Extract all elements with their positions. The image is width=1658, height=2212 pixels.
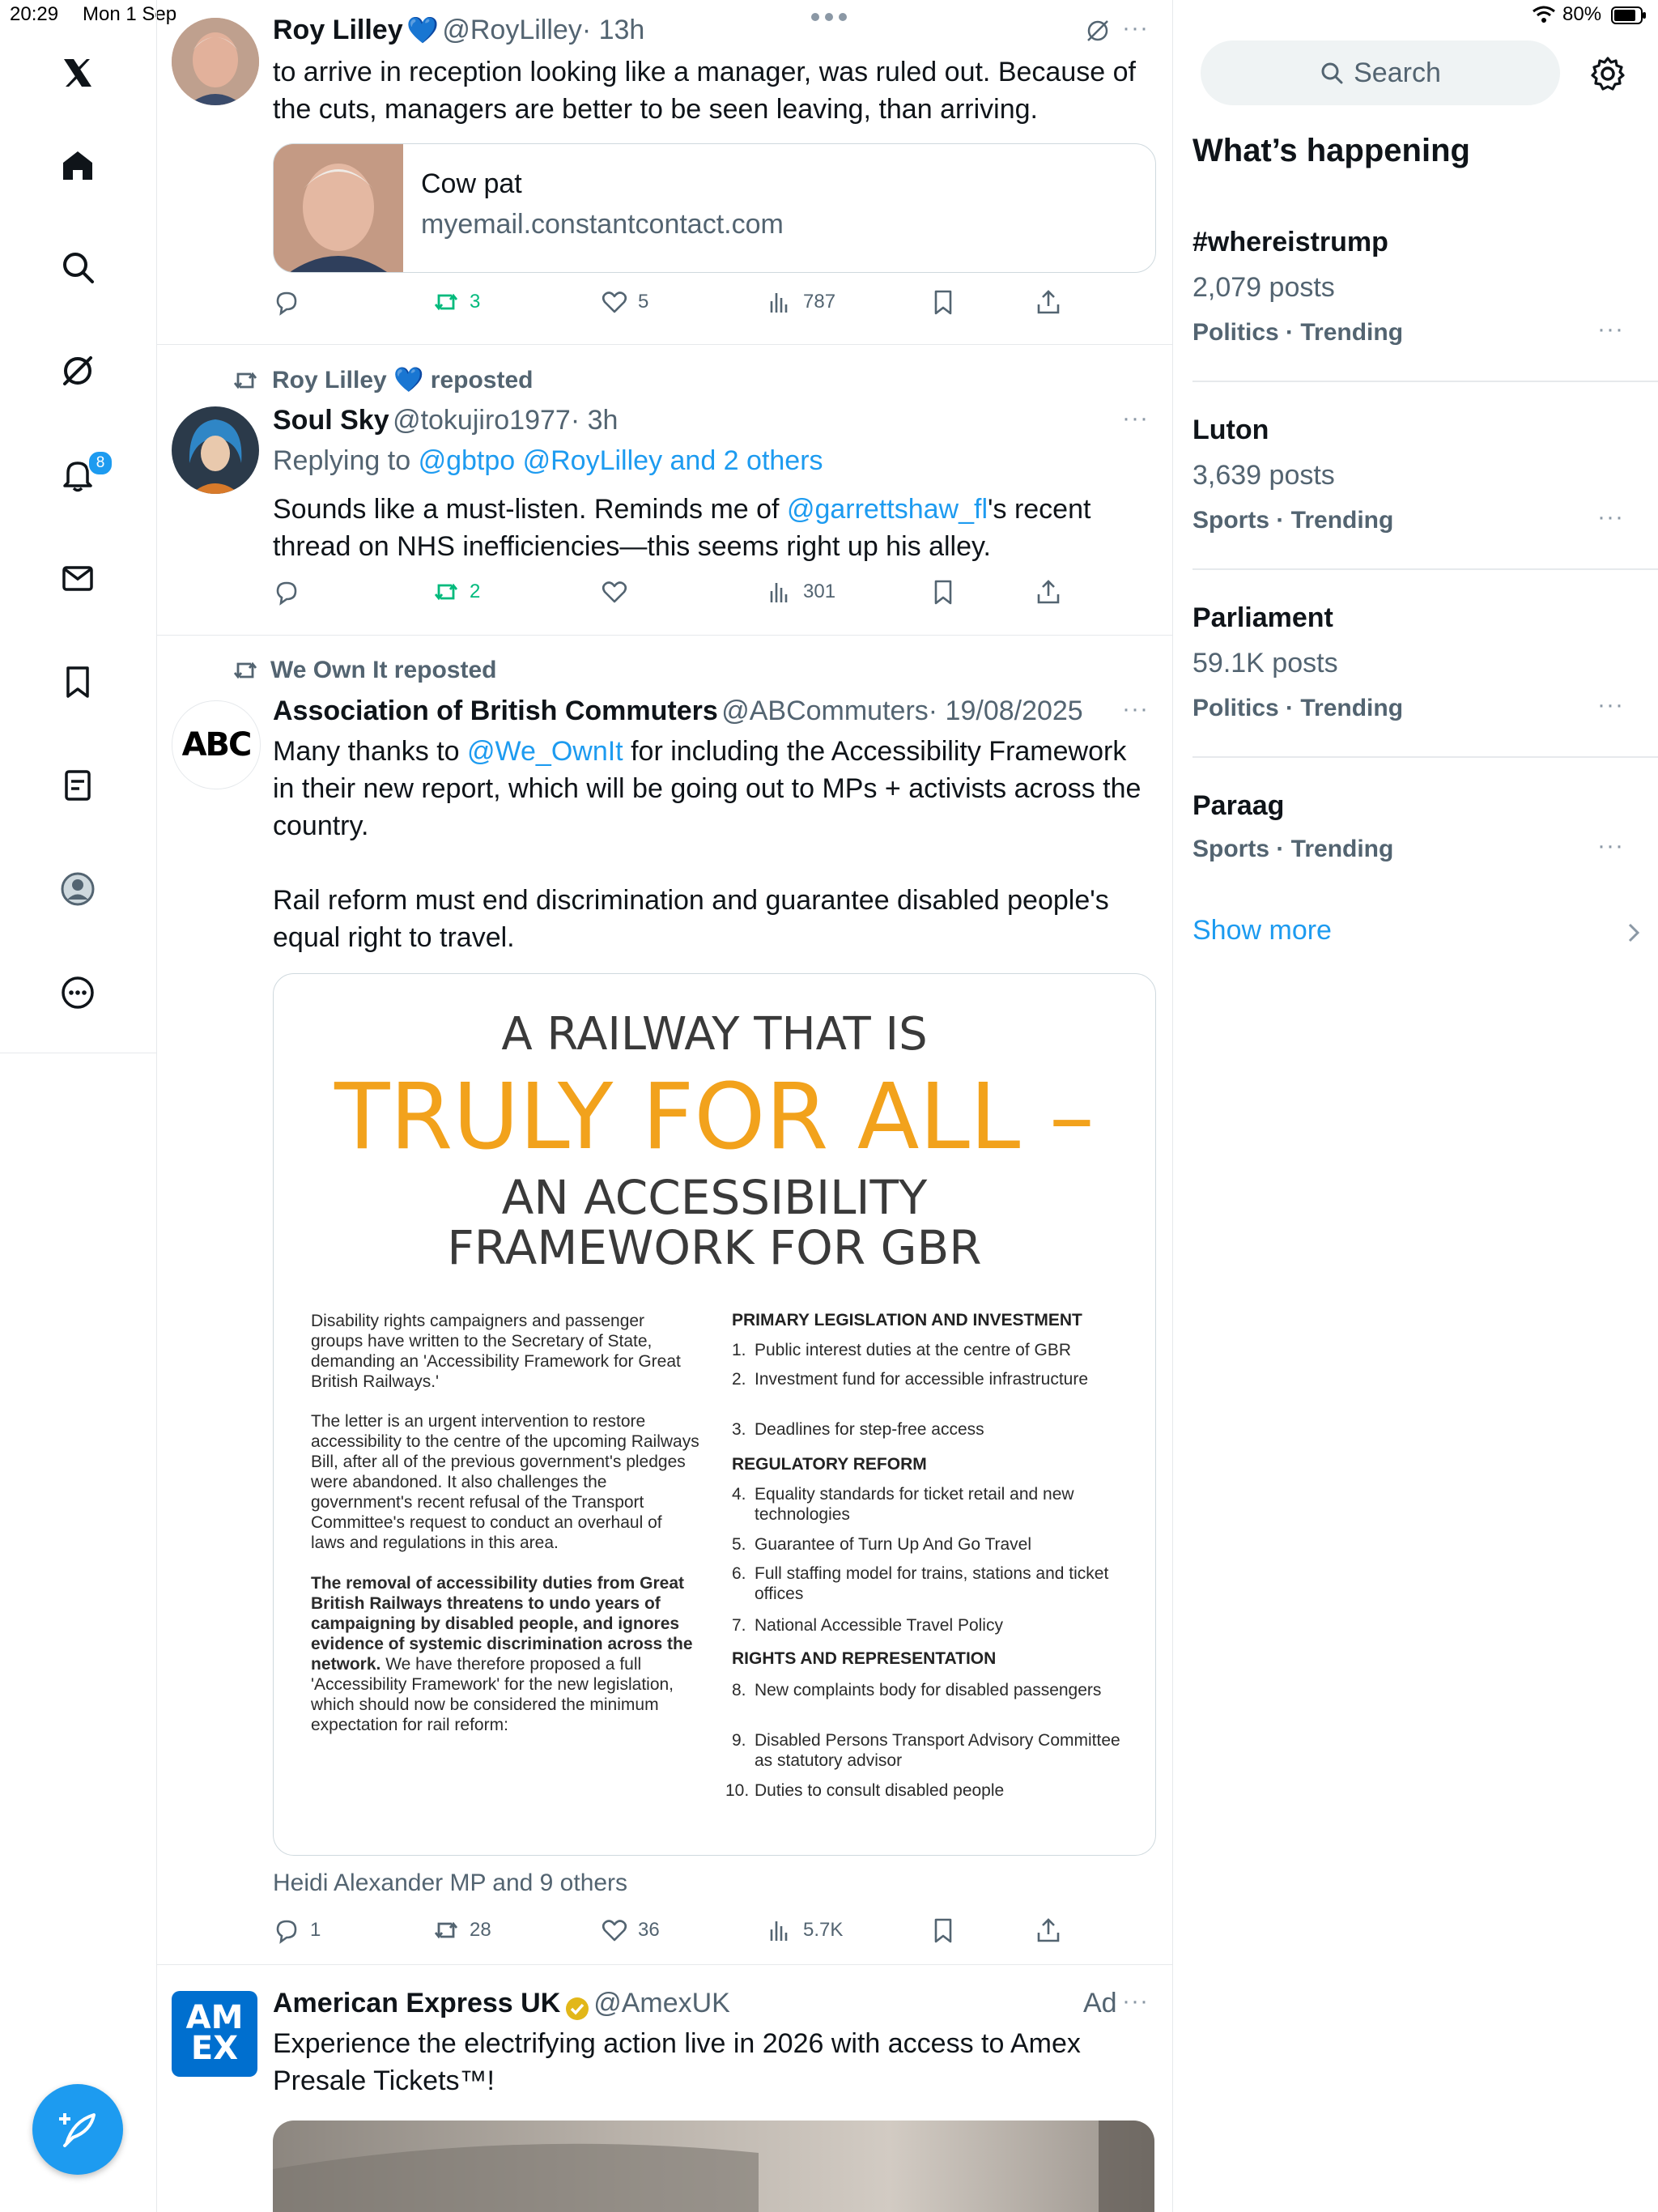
notifications-icon[interactable] [49, 445, 107, 504]
trend-name: Parliament [1192, 602, 1333, 633]
views-button[interactable] [766, 1916, 843, 1944]
replying-label: Replying to [273, 445, 411, 476]
notifications-badge: 8 [87, 450, 113, 476]
framework-section-title: RIGHTS AND REPRESENTATION [732, 1649, 997, 1668]
reply-icon [273, 578, 300, 606]
framework-section-title: PRIMARY LEGISLATION AND INVESTMENT [732, 1311, 1082, 1329]
profile-icon[interactable] [49, 860, 107, 918]
ad-label: Ad [1083, 1988, 1117, 2018]
bookmark-icon [929, 1916, 957, 1944]
bookmark-button[interactable] [929, 1916, 957, 1944]
like-button[interactable] [601, 1916, 660, 1944]
share-button[interactable] [1035, 288, 1062, 316]
status-date: Mon 1 Sep [83, 3, 177, 25]
trend-name: Paraag [1192, 790, 1285, 821]
post-options-icon[interactable]: ··· [1122, 405, 1149, 432]
trend-post-count: 59.1K posts [1192, 648, 1338, 678]
tweet-abcommuters[interactable] [157, 636, 1172, 1963]
status-time: 20:29 [10, 3, 59, 25]
framework-image[interactable]: A RAILWAY THAT IS TRULY FOR ALL – AN ACCESSIBILITY FRAMEWORK FOR GBR Disability rights campaigners and passenger groups have written to the Secretary of State, demanding an 'Accessibility Framework for Great British Railways.' The letter is an urgent intervention to restore accessibility to the centre of the upcoming Railways Bill, after all of the previous government's pledges were abandoned. It also challenges the government's recent refusal of the Transport Committee's request to conduct an overhaul of laws and regulations in this area. The removal of accessibility duties from Great British Railways threatens to undo years of campaigning by disabled people, and ignores evidence of systemic discrimination across the network. We have therefore proposed a full 'Accessibility Framework' for the new legislation, which should now be considered the minimum expectation for rail reform: PRIMARY LEGISLATION AND INVESTMENT 1. Public interest duties at the centre of GBR 2. Investment fund for accessible infrastructure 3. Deadlines for step-free access REGULATORY REFORM 4. Equality standards for ticket retail and new technologies 5. Guarantee of Turn Up And Go Travel 6. Full staffing model for trains, stations and ticket offices 7. National Accessible Travel Policy RIGHTS AND REPRESENTATION 8. New complaints body for disabled passengers 9. Disabled Persons Transport Advisory Committee as statutory advisor 10. Duties to consult disabled people [273, 973, 1156, 1856]
views-icon [766, 578, 793, 606]
search-icon [1320, 61, 1344, 85]
framework-para3-rest: We have therefore proposed a full 'Accessibility Framework' for the new legislation, which should now be considered the minimum expectation for rail reform: [311, 1655, 674, 1734]
view-count: 301 [803, 581, 836, 602]
link-card-thumbnail [274, 144, 403, 272]
bookmark-icon [929, 288, 957, 316]
like-count: 5 [638, 291, 649, 313]
divider [1192, 756, 1658, 758]
mention-link[interactable]: @We_OwnIt [467, 736, 623, 767]
post-options-icon[interactable]: ··· [1122, 15, 1149, 41]
views-button[interactable] [766, 288, 835, 316]
post-time[interactable]: · 3h [570, 405, 619, 436]
trend-post-count: 2,079 posts [1192, 272, 1335, 303]
blue-heart-icon: 💙 [406, 15, 439, 45]
avatar[interactable] [172, 18, 259, 105]
home-icon[interactable] [49, 136, 107, 194]
avatar[interactable] [172, 406, 259, 494]
settings-gear-icon[interactable] [1589, 55, 1626, 92]
show-more-label: Show more [1192, 915, 1332, 946]
messages-icon[interactable] [49, 549, 107, 607]
like-button[interactable] [601, 288, 648, 316]
view-count: 5.7K [803, 1919, 844, 1941]
bookmark-button[interactable] [929, 288, 957, 316]
post-time[interactable]: · 19/08/2025 [928, 696, 1083, 726]
reposter-name[interactable]: We Own It reposted [270, 657, 497, 683]
avatar[interactable] [172, 700, 261, 789]
repost-icon [432, 1916, 460, 1944]
tweet-soul-sky[interactable] [157, 345, 1172, 635]
replying-to-users[interactable]: @gbtpo @RoyLilley and 2 others [418, 445, 823, 476]
repost-button[interactable] [432, 288, 480, 316]
trends-heading: What’s happening [1192, 133, 1470, 168]
link-card-title: Cow pat [421, 168, 522, 199]
reply-count: 1 [310, 1919, 321, 1941]
post-text-end: for including the Accessibility Framework in their new report, which will be going out to MPs + activists across the country. Rail reform must end discrimination and guarantee disabled people's equal right to travel. [273, 736, 1141, 953]
share-icon [1035, 578, 1062, 606]
framework-line1: A RAILWAY THAT IS [501, 1008, 928, 1061]
reposted-label: reposted [430, 367, 534, 393]
amex-logo-line2: EX [190, 2030, 239, 2067]
grok-analyze-icon[interactable] [1085, 18, 1111, 44]
trend-category: Politics · Trending [1192, 695, 1404, 721]
repost-count: 28 [470, 1919, 491, 1941]
views-icon [766, 288, 793, 316]
explore-icon[interactable] [49, 238, 107, 296]
trend-options-icon[interactable]: ··· [1597, 832, 1624, 859]
trend-category: Sports · Trending [1192, 836, 1394, 862]
ad-media-image[interactable] [273, 2121, 1154, 2212]
trend-item[interactable] [1171, 406, 1658, 568]
post-text: Experience the electrifying action live in 2026 with access to Amex Presale Tickets™! [273, 2028, 1081, 2096]
framework-line2: TRULY FOR ALL – [334, 1065, 1095, 1170]
post-text-start: Many thanks to [273, 736, 468, 767]
author-handle[interactable]: @tokujiro1977 [393, 405, 571, 436]
divider [1192, 568, 1658, 570]
reposted-by [232, 366, 533, 394]
post-text: to arrive in reception looking like a manager, was ruled out. Because of the cuts, managers are better to be seen leaving, than arriving. [273, 57, 1136, 125]
reply-button[interactable] [273, 578, 310, 606]
trend-post-count: 3,639 posts [1192, 460, 1335, 491]
right-sidebar [1171, 0, 1658, 2212]
link-card-domain: myemail.constantcontact.com [421, 209, 784, 240]
trend-name: #whereistrump [1192, 227, 1388, 257]
author-name[interactable]: Roy Lilley [273, 15, 403, 45]
repost-count: 2 [470, 581, 481, 602]
reposted-by [232, 657, 496, 684]
like-count: 36 [638, 1919, 660, 1941]
trend-item[interactable] [1171, 782, 1658, 879]
reply-button[interactable] [273, 288, 310, 316]
avatar-initials: ABC [181, 726, 251, 764]
views-button[interactable] [766, 578, 835, 606]
feather-plus-icon [55, 2107, 100, 2152]
avatar[interactable] [172, 1991, 257, 2077]
x-logo-icon[interactable] [49, 44, 107, 102]
trend-options-icon[interactable]: ··· [1597, 691, 1624, 718]
trend-options-icon[interactable]: ··· [1597, 316, 1624, 342]
framework-line4: FRAMEWORK FOR GBR [447, 1220, 982, 1275]
search-input[interactable] [1201, 40, 1560, 105]
share-icon [1035, 1916, 1062, 1944]
share-button[interactable] [1035, 1916, 1062, 1944]
post-text [273, 491, 1147, 565]
heart-icon [601, 288, 628, 316]
replying-to [273, 445, 823, 477]
view-count: 787 [803, 291, 836, 313]
repost-icon [432, 288, 460, 316]
repost-icon [232, 367, 259, 394]
blue-heart-icon: 💙 [393, 367, 424, 393]
liked-by[interactable]: Heidi Alexander MP and 9 others [273, 1870, 628, 1896]
trend-name: Luton [1192, 415, 1269, 445]
reply-button[interactable] [273, 1916, 321, 1944]
repost-count: 3 [470, 291, 481, 313]
left-nav [0, 0, 156, 1053]
lists-icon[interactable] [49, 756, 107, 815]
author-name[interactable]: Soul Sky [273, 405, 389, 436]
heart-icon [601, 1916, 628, 1944]
author-handle[interactable]: @RoyLilley [442, 15, 582, 45]
author-name[interactable]: Association of British Commuters [273, 696, 718, 726]
bookmark-button[interactable] [929, 578, 957, 606]
share-icon [1035, 288, 1062, 316]
author-handle[interactable]: @ABCommuters [721, 696, 929, 726]
trend-options-icon[interactable]: ··· [1597, 504, 1624, 530]
post-text [273, 733, 1155, 956]
reply-icon [273, 288, 300, 316]
tweet-roy-lilley[interactable] [157, 0, 1172, 344]
reposter-name[interactable]: Roy Lilley [272, 367, 387, 393]
heart-icon [601, 578, 628, 606]
framework-section-title: REGULATORY REFORM [732, 1455, 927, 1474]
divider [1192, 381, 1658, 382]
repost-icon [432, 578, 460, 606]
grok-icon[interactable] [49, 342, 107, 400]
trend-category: Politics · Trending [1192, 319, 1404, 346]
mention-link[interactable]: @garrettshaw_fl [786, 494, 988, 525]
post-time[interactable]: · 13h [581, 15, 645, 45]
views-icon [766, 1916, 793, 1944]
like-button[interactable] [601, 578, 638, 606]
framework-para1: Disability rights campaigners and passenger groups have written to the Secretary of State, demanding an 'Accessibility Framework for Great British Railways.' [311, 1312, 681, 1391]
reply-icon [273, 1916, 300, 1944]
author-handle[interactable]: @AmexUK [593, 1988, 730, 2018]
link-card[interactable] [273, 143, 1156, 273]
trend-category: Sports · Trending [1192, 507, 1394, 534]
amex-logo-line1: AM [185, 1999, 244, 2036]
tweet-amex-ad[interactable] [157, 1965, 1172, 2212]
post-text-end: 's recent thread on NHS inefficiencies—this seems right up his alley. [273, 494, 1091, 562]
framework-para2: The letter is an urgent intervention to restore accessibility to the centre of the upcoming Railways Bill, after all of the previous government's pledges were abandoned. It also challenges the government's recent refusal of the Transport Committee's request to conduct an overhaul of laws and regulations in this area. [311, 1412, 699, 1552]
framework-para3 [311, 1573, 699, 1735]
show-more-link[interactable] [1171, 910, 1658, 959]
trend-item[interactable] [1171, 219, 1658, 381]
bookmarks-icon[interactable] [49, 653, 107, 711]
more-menu-icon[interactable] [49, 963, 107, 1022]
repost-button[interactable] [432, 1916, 491, 1944]
post-text-start: Sounds like a must-listen. Reminds me of [273, 494, 787, 525]
post-options-icon[interactable]: ··· [1122, 1988, 1149, 2014]
chevron-right-icon [1626, 921, 1641, 944]
battery-percent: 80% [1562, 3, 1602, 25]
post-options-icon[interactable]: ··· [1122, 696, 1149, 722]
search-placeholder: Search [1354, 57, 1441, 88]
repost-button[interactable] [432, 578, 480, 606]
share-button[interactable] [1035, 578, 1062, 606]
trend-item[interactable] [1171, 594, 1658, 756]
timeline [156, 0, 1173, 2212]
framework-para3-bold: The removal of accessibility duties from Great British Railways threatens to undo years of campaigning by disabled people, and ignores evidence of systemic discrimination across the network. [311, 1574, 693, 1674]
repost-icon [232, 657, 259, 684]
verified-gold-icon [564, 1996, 590, 2022]
bookmark-icon [929, 578, 957, 606]
framework-line3: AN ACCESSIBILITY [501, 1170, 928, 1225]
author-name[interactable]: American Express UK [273, 1988, 561, 2018]
compose-post-button[interactable] [32, 2084, 123, 2175]
